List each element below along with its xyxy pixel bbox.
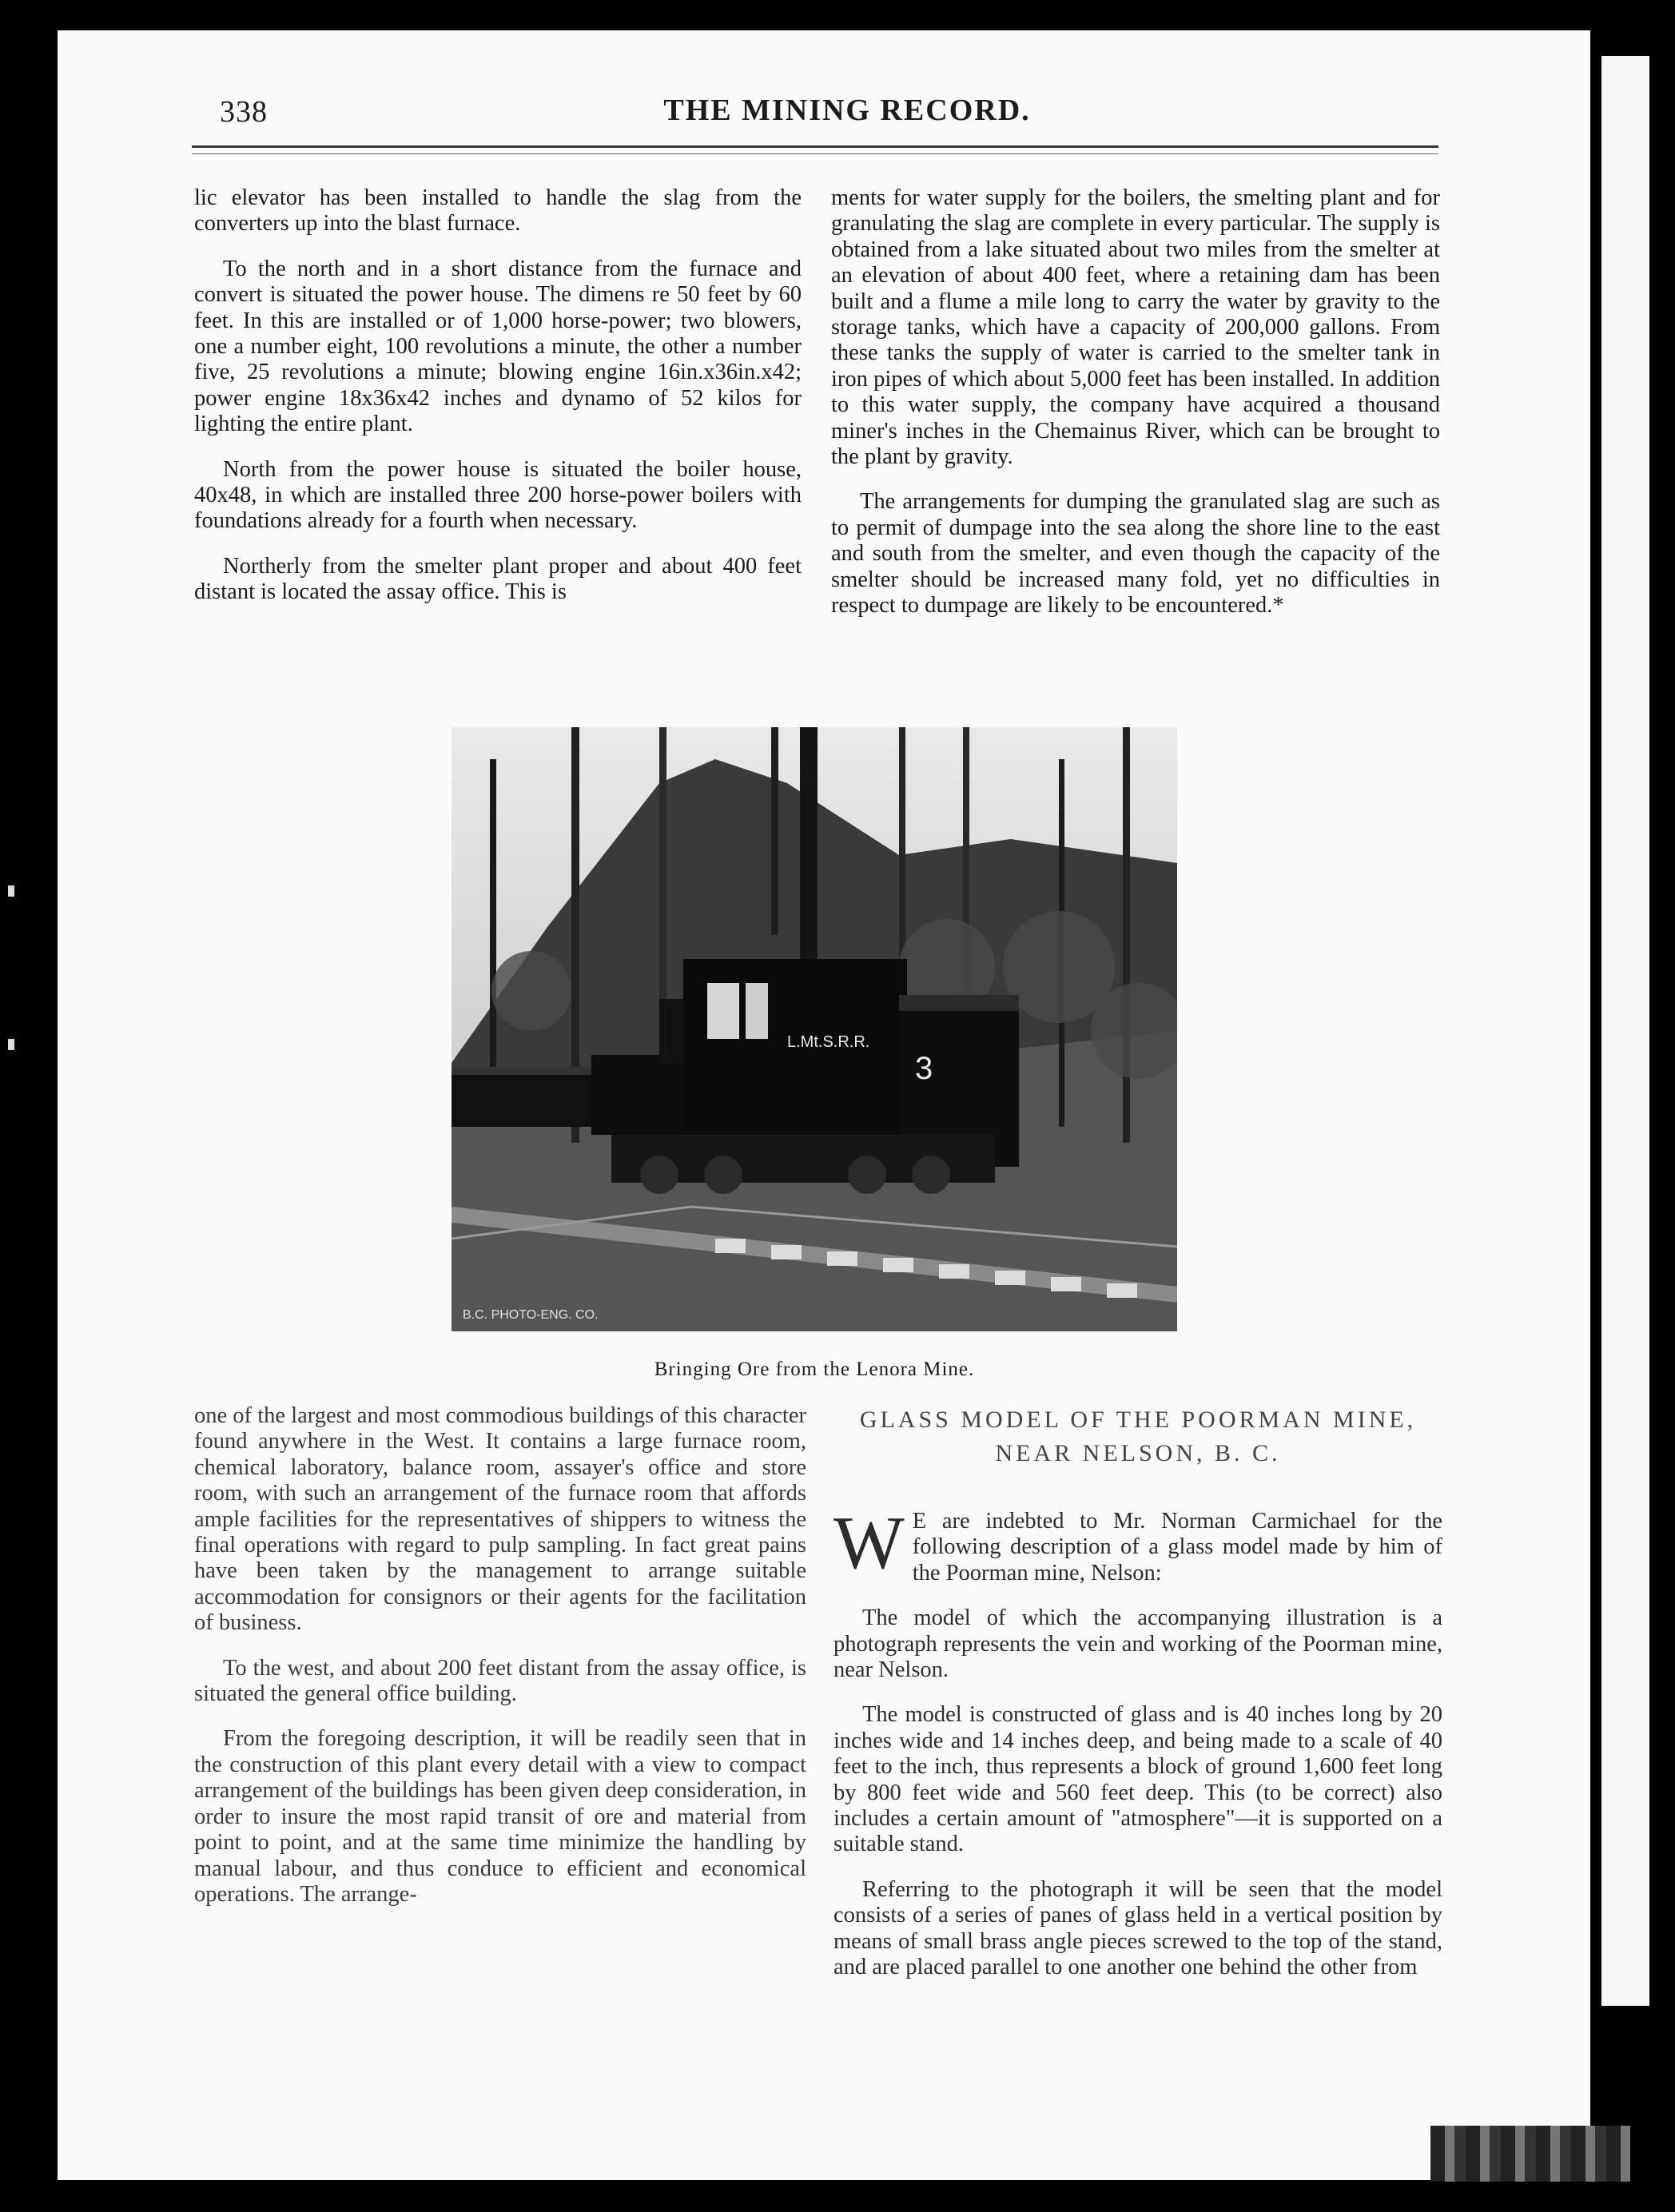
page-number: 338: [220, 95, 268, 129]
locomotive-photograph: [452, 727, 1177, 1331]
adjacent-page-edge: [1601, 56, 1649, 2006]
intro-text: E are indebted to Mr. Norman Carmichael for the following description of a glass model made by him of the Poorman mine, Nelson:: [912, 1509, 1442, 1585]
paragraph: one of the largest and most commodious buildings of this character found anywhere in the West. It contains a large furnace room, chemical laboratory, balance room, assayer's office and store room, with such an arrangement of the furnace room that affords ample facilities for the representatives of shippers to witness the final operations with regard to pulp sampling. In fact great pains have been taken by the management to arrange suitable accommodation for consignors or their agents for the facilitation of business.: [194, 1403, 806, 1636]
article-title: [834, 1403, 1442, 1470]
article-title-line: GLASS MODEL OF THE POORMAN MINE,: [859, 1406, 1417, 1433]
paragraph: lic elevator has been installed to handle the slag from the converters up into the blast furnace.: [194, 185, 802, 237]
scan-mark: [8, 885, 14, 897]
running-title: THE MINING RECORD.: [663, 93, 1031, 127]
paragraph: To the north and in a short distance from the furnace and convert is situated the power house. The dimens re 50 feet by 60 feet. In this are installed or of 1,000 horse-power; two blowers, one a number eight, 100 revolutions a minute, the other a number five, 25 revolutions a minute; blowing engine 16in.x36in.x42; power engine 18x36x42 inches and dynamo of 52 kilos for lighting the entire plant.: [194, 256, 802, 437]
scan-mark: [8, 1039, 14, 1050]
paragraph: From the foregoing description, it will be readily seen that in the construction of this plant every detail with a view to compact arrangement of the buildings has been given deep consideration, in order to insure the most rapid transit of ore and material from point to point, and at the same time minimize the handling by manual labour, and thus conduce to efficient and economical operations. The arrange-: [194, 1726, 806, 1907]
top-right-column: [831, 185, 1440, 639]
bottom-left-column: [194, 1403, 806, 1927]
paragraph: The arrangements for dumping the granulated slag are such as to permit of dumpage into the sea along the shore line to the east and south from the smelter, and even though the capacity of the smelter should be increased many fold, yet no difficulties in respect to dumpage are likely to be encountered.*: [831, 489, 1440, 619]
intro-paragraph: [834, 1502, 1442, 1586]
engine-lettering: L.Mt.S.R.R.: [787, 1033, 870, 1051]
photo-caption: Bringing Ore from the Lenora Mine.: [654, 1359, 975, 1380]
photo-illustration: [452, 727, 1177, 1331]
paragraph: The model of which the accompanying illustration is a photograph represents the vein and working of the Poorman mine, near Nelson.: [834, 1605, 1442, 1683]
paragraph: The model is constructed of glass and is 40 inches long by 20 inches wide and 14 inches deep, and being made to a scale of 40 feet to the inch, thus represents a block of ground 1,600 feet long by 800 feet wide and 560 feet deep. This (to be correct) also includes a certain amount of "atmosphere"—it is supported on a suitable stand.: [834, 1702, 1442, 1857]
header-rule: [192, 145, 1438, 148]
paragraph: ments for water supply for the boilers, the smelting plant and for granulating the slag are complete in every particular. The supply is obtained from a lake situated about two miles from the smelter at an elevation of about 400 feet, where a retaining dam has been built and a flume a mile long to carry the water by gravity to the storage tanks, which have a capacity of 200,000 gallons. From these tanks the supply of water is carried to the smelter tank in iron pipes of which about 5,000 feet has been installed. In addition to this water supply, the company have acquired a thousand miner's inches in the Chemainus River, which can be brought to the plant by gravity.: [831, 185, 1440, 470]
engine-number: 3: [915, 1051, 933, 1086]
paragraph: To the west, and about 200 feet distant from the assay office, is situated the general office building.: [194, 1655, 806, 1707]
drop-cap: W: [834, 1502, 905, 1585]
paragraph: Northerly from the smelter plant proper and about 400 feet distant is located the assay office. This is: [194, 553, 802, 605]
header-rule-thin: [192, 153, 1438, 154]
paragraph: North from the power house is situated the boiler house, 40x48, in which are installed three 200 horse-power boilers with foundations already for a fourth when necessary.: [194, 456, 802, 534]
paragraph: Referring to the photograph it will be seen that the model consists of a series of panes of glass held in a vertical position by means of small brass angle pieces screwed to the top of the stand, and are placed parallel to one another one behind the other from: [834, 1876, 1442, 1980]
article-title-line: NEAR NELSON, B. C.: [995, 1440, 1281, 1466]
photo-credit: B.C. PHOTO-ENG. CO.: [463, 1308, 599, 1322]
top-left-column: [194, 185, 802, 625]
scan-edge-marks: [1430, 2126, 1630, 2182]
bottom-right-column: [834, 1403, 1442, 2000]
